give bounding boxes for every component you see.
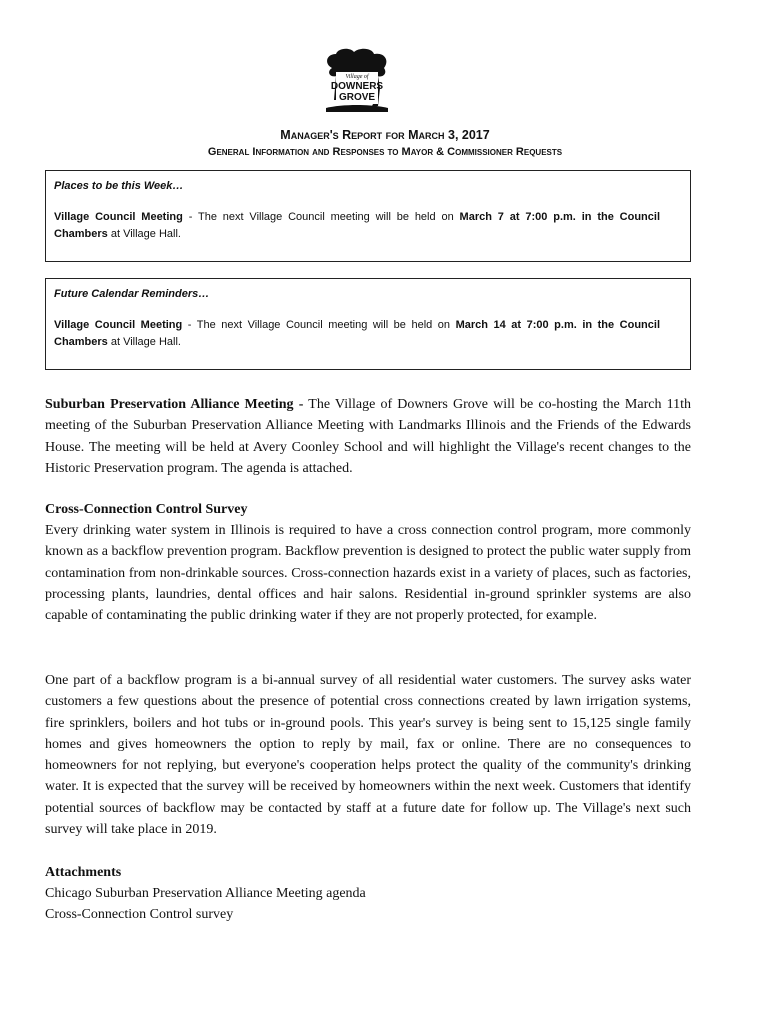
logo-text-grove: GROVE: [338, 92, 376, 103]
report-subtitle: General Information and Responses to Mayor & Commissioner Requests: [207, 146, 563, 158]
attachment-item: Chicago Suburban Preservation Alliance Meeting agenda: [45, 886, 366, 901]
future-text-before: - The next Village Council meeting will be held on: [182, 319, 456, 331]
places-event-name: Village Council Meeting: [54, 211, 183, 223]
preservation-paragraph: [45, 394, 691, 479]
future-box: [45, 278, 691, 370]
logo-text-downers: DOWNERS: [330, 81, 384, 92]
report-title: Manager's Report for March 3, 2017: [280, 128, 490, 142]
places-box: [45, 170, 691, 262]
places-date-time: March 7 at 7:00 p.m. in the Council Chambers: [54, 211, 660, 240]
preservation-text: The Village of Downers Grove will be co-hosting the March 11th meeting of the Suburban Preservation Alliance Meeting with Landmarks Illinois and the Friends of the Edwards House. The meeting will be held at Avery Coonley School and will highlight the Village's recent changes to the Historic Preservation program. The agenda is attached.: [45, 397, 691, 476]
future-box-title: Future Calendar Reminders…: [54, 288, 210, 300]
future-box-text: [54, 317, 660, 351]
places-box-title: Places to be this Week…: [54, 180, 184, 192]
places-box-text: [54, 209, 660, 243]
attachments-list: [45, 883, 691, 926]
places-text-before: - The next Village Council meeting will be held on: [182, 211, 460, 223]
preservation-heading: Suburban Preservation Alliance Meeting -: [45, 397, 304, 412]
logo-text-village: Village of: [345, 74, 369, 80]
attachment-item: Cross-Connection Control survey: [45, 907, 234, 923]
cross-connection-paragraph-1: Every drinking water system in Illinois is required to have a cross connection control program, more commonly known as a backflow prevention program. Backflow prevention is designed to protect the public water supply from contamination from non-drinkable sources. Cross-connection hazards exist in a variety of places, such as factories, processing plants, laundries, dental offices and hair salons. Residential in-ground sprinkler systems are also capable of contaminating the public drinking water if they are not properly protected, for example.: [45, 523, 691, 624]
cross-connection-heading: Cross-Connection Control Survey: [45, 502, 248, 517]
places-text-after: at Village Hall.: [107, 228, 181, 240]
village-logo: [322, 48, 392, 116]
cross-connection-paragraph-2: One part of a backflow program is a bi-annual survey of all residential water customers. The survey asks water customers a few questions about the presence of potential cross connections created by lawn irrigation systems, fire sprinklers, boilers and hot tubs or in-ground pools. This year's survey is being sent to 15,125 single family homes and gives homeowners the option to reply by mail, fax or online. There are no consequences to homeowners for not replying, but everyone's cooperation helps protect the quality of the community's drinking water. It is expected that the survey will be received by homeowners within the next week. Customers that identify potential sources of backflow may be contacted by staff at a future date for follow up. The Village's next such survey will take place in 2019.: [45, 673, 691, 838]
future-date-time: March 14 at 7:00 p.m. in the Council Chambers: [54, 319, 661, 348]
future-event-name: Village Council Meeting: [54, 319, 183, 331]
attachments-heading: Attachments: [45, 865, 122, 880]
future-text-after: at Village Hall.: [107, 336, 181, 348]
